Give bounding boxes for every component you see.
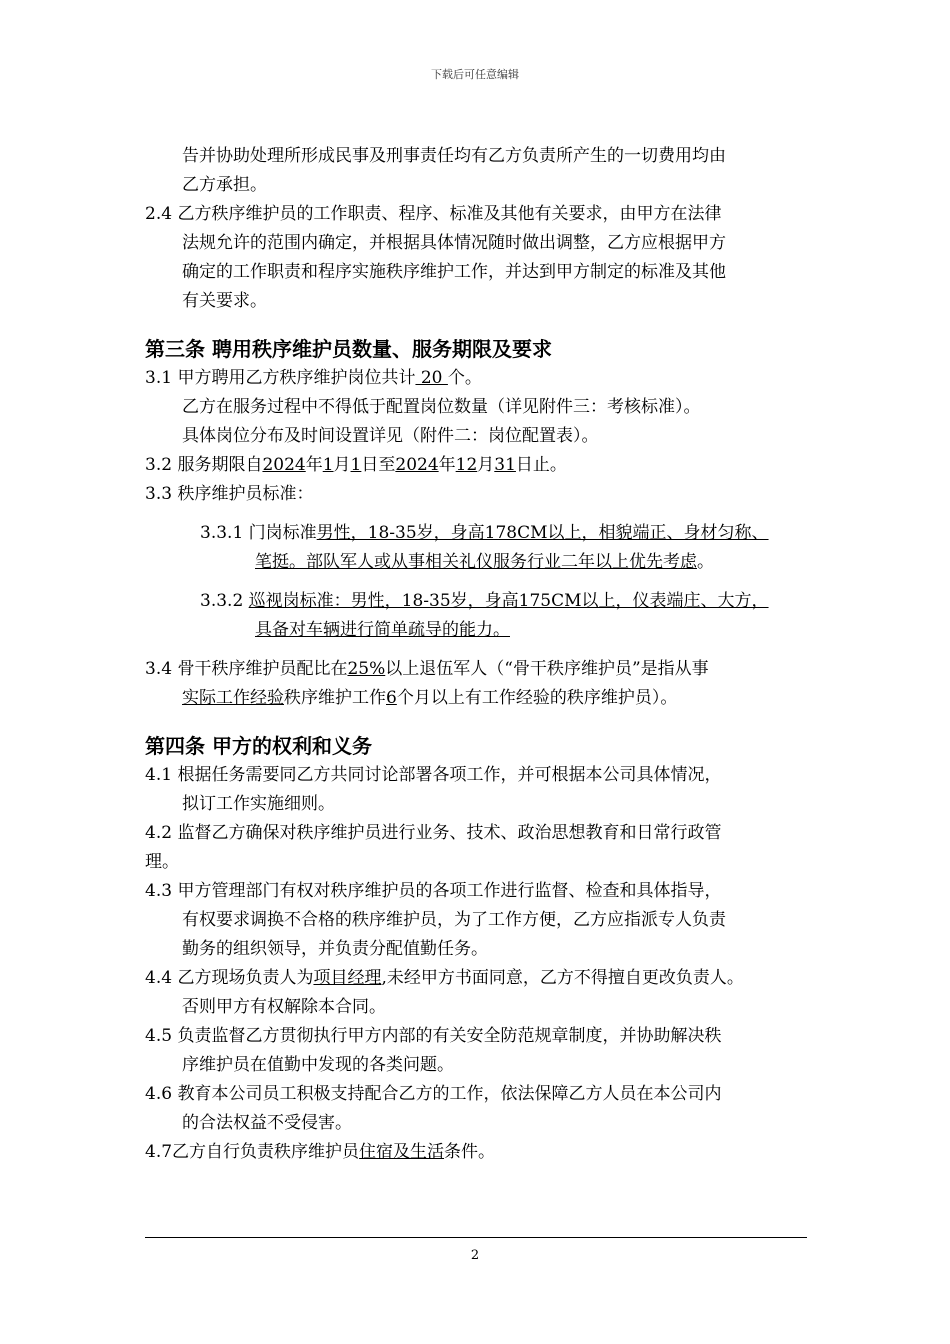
- paragraph-line: [145, 364, 825, 393]
- post-count: 20: [415, 368, 448, 388]
- document-body: [145, 142, 825, 1167]
- paragraph-line: 的合法权益不受侵害。: [182, 1113, 352, 1133]
- start-day: 1: [350, 455, 362, 475]
- paragraph-line: 序维护员在值勤中发现的各类问题。: [182, 1055, 454, 1075]
- text-segment: 秩序维护工作: [284, 688, 386, 708]
- clause-4-5: [145, 1022, 825, 1080]
- paragraph-line: 有权要求调换不合格的秩序维护员，为了工作方便，乙方应指派专人负责: [182, 910, 726, 930]
- page-header: 下载后可任意编辑: [431, 68, 519, 81]
- paragraph-line: [145, 548, 825, 577]
- underlined-text: 住宿及生活: [359, 1142, 445, 1162]
- months-value: 6: [386, 688, 397, 708]
- paragraph-line: [145, 655, 825, 684]
- paragraph-line: 拟订工作实施细则。: [182, 794, 335, 814]
- clause-4-7: [145, 1138, 825, 1167]
- footer-divider: [145, 1237, 807, 1238]
- paragraph-line: 有关要求。: [182, 291, 267, 311]
- end-year: 2024: [395, 455, 439, 475]
- text-segment: 日止。: [515, 455, 567, 475]
- clause-4-4: [145, 964, 825, 1022]
- text-segment: 月: [333, 455, 351, 475]
- paragraph-line: 确定的工作职责和程序实施秩序维护工作，并达到甲方制定的标准及其他: [182, 262, 726, 282]
- start-month: 1: [322, 455, 334, 475]
- underlined-text: 男性，18-35岁，身高178CM以上，相貌端正、身材匀称、: [316, 523, 769, 543]
- article-3-heading: 第三条 聘用秩序维护员数量、服务期限及要求: [145, 337, 552, 361]
- paragraph-line: [145, 519, 825, 548]
- text-segment: 4.7乙方自行负责秩序维护员: [145, 1142, 360, 1162]
- paragraph-line: 具体岗位分布及时间设置详见（附件二：岗位配置表）。: [182, 426, 599, 446]
- text-segment: 以上退伍军人（“骨干秩序维护员”是指从事: [385, 659, 709, 679]
- page-number: 2: [470, 1248, 480, 1263]
- text-segment: 年: [438, 455, 456, 475]
- paragraph-line: 4.2 监督乙方确保对秩序维护员进行业务、技术、政治思想教育和日常行政管: [145, 823, 722, 843]
- clause-4-2: [145, 819, 825, 877]
- paragraph-line: 4.5 负责监督乙方贯彻执行甲方内部的有关安全防范规章制度，并协助解决秩: [145, 1026, 722, 1046]
- underlined-text: 巡视岗标准：男性，18-35岁，身高175CM以上，仪表端庄、大方，: [248, 591, 769, 611]
- paragraph-line: 4.6 教育本公司员工积极支持配合乙方的工作，依法保障乙方人员在本公司内: [145, 1084, 722, 1104]
- paragraph-line: 否则甲方有权解除本合同。: [182, 997, 386, 1017]
- paragraph-line: 法规允许的范围内确定，并根据具体情况随时做出调整，乙方应根据甲方: [182, 233, 726, 253]
- paragraph-line: [145, 964, 825, 993]
- paragraph-line: [145, 587, 825, 616]
- clause-3-3: 3.3 秩序维护员标准：: [145, 484, 314, 504]
- paragraph-line: 告并协助处理所形成民事及刑事责任均有乙方负责所产生的一切费用均由: [182, 146, 726, 166]
- text-segment: 年: [305, 455, 323, 475]
- clause-2-4: [145, 200, 825, 316]
- underlined-text: 具备对车辆进行简单疏导的能力。: [255, 620, 510, 640]
- paragraph-line: [145, 684, 825, 713]
- end-month: 12: [455, 455, 478, 475]
- end-day: 31: [494, 455, 516, 475]
- text-segment: 3.2 服务期限自: [145, 455, 263, 475]
- clause-3-3-2: [145, 587, 825, 645]
- text-segment: 3.3.2: [200, 591, 249, 611]
- text-segment: 个月以上有工作经验的秩序维护员）。: [396, 688, 678, 708]
- paragraph-line: 勤务的组织领导，并负责分配值勤任务。: [182, 939, 488, 959]
- ratio-value: 25%: [347, 659, 386, 679]
- text-segment: 3.3.1 门岗标准: [200, 523, 317, 543]
- text-segment: 4.4 乙方现场负责人为: [145, 968, 314, 988]
- text-segment: 条件。: [444, 1142, 496, 1162]
- paragraph-line: 乙方承担。: [182, 175, 267, 195]
- paragraph-line: [145, 616, 825, 645]
- text-segment: 日至: [361, 455, 396, 475]
- text-segment: 。: [697, 552, 714, 572]
- clause-4-1: [145, 761, 825, 819]
- paragraph-line: 理。: [145, 852, 179, 872]
- paragraph-line: 乙方在服务过程中不得低于配置岗位数量（详见附件三：考核标准）。: [182, 397, 701, 417]
- clause-3-1: [145, 364, 825, 451]
- text-segment: ,未经甲方书面同意，乙方不得擅自更改负责人。: [381, 968, 744, 988]
- text-segment: 3.4 骨干秩序维护员配比在: [145, 659, 348, 679]
- text-segment: 月: [477, 455, 495, 475]
- underlined-text: 笔挺。部队军人或从事相关礼仪服务行业二年以上优先考虑: [255, 552, 697, 572]
- text-segment: 个。: [447, 368, 482, 388]
- clause-4-3: [145, 877, 825, 964]
- clause-3-4: [145, 655, 825, 713]
- underlined-text: 实际工作经验: [182, 688, 284, 708]
- paragraph-line: 2.4 乙方秩序维护员的工作职责、程序、标准及其他有关要求，由甲方在法律: [145, 204, 722, 224]
- article-4-heading: 第四条 甲方的权利和义务: [145, 734, 372, 758]
- clause-4-6: [145, 1080, 825, 1138]
- clause-3-3-1: [145, 519, 825, 577]
- underlined-text: 项目经理: [313, 968, 382, 988]
- clause-3-2: [145, 451, 825, 480]
- paragraph-line: 4.1 根据任务需要同乙方共同讨论部署各项工作，并可根据本公司具体情况，: [145, 765, 722, 785]
- start-year: 2024: [262, 455, 306, 475]
- paragraph-line: 4.3 甲方管理部门有权对秩序维护员的各项工作进行监督、检查和具体指导，: [145, 881, 722, 901]
- text-segment: 3.1 甲方聘用乙方秩序维护岗位共计: [145, 368, 416, 388]
